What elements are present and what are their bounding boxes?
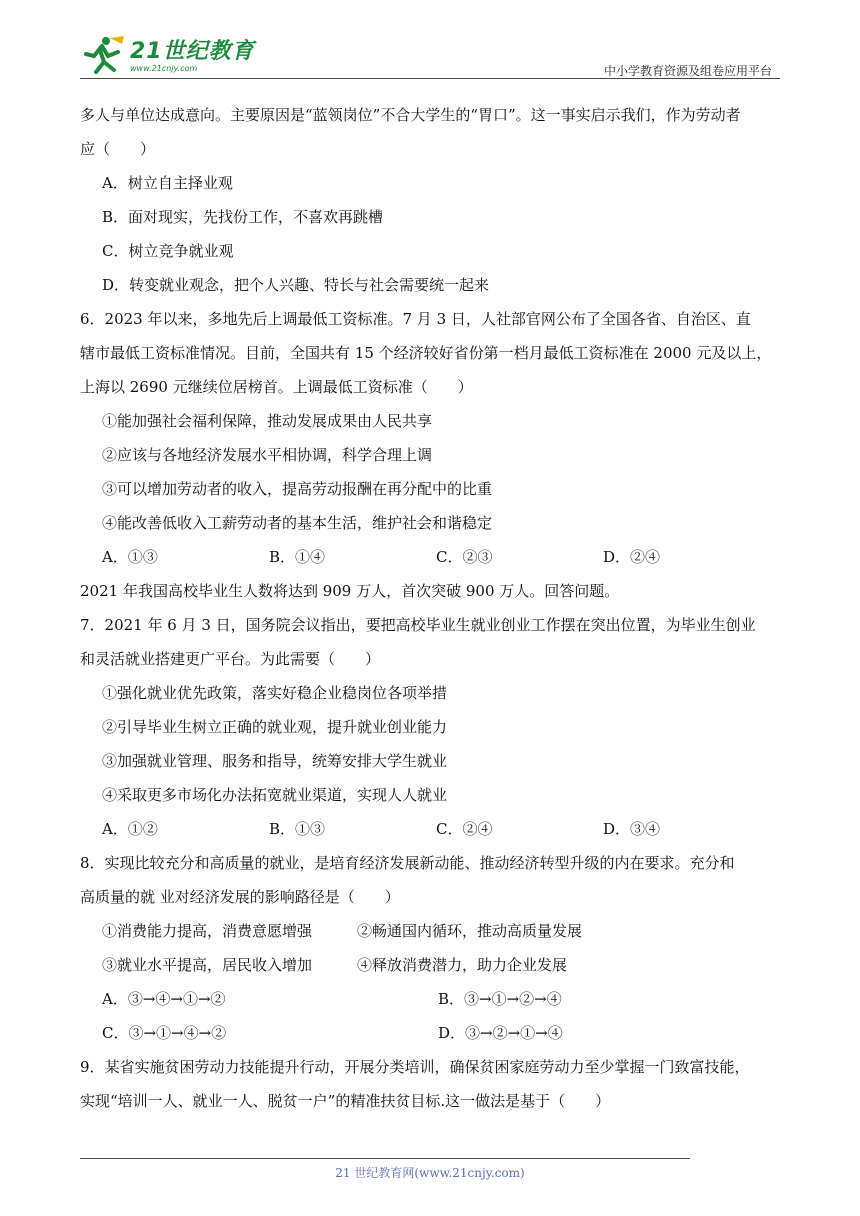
option-d: D．转变就业观念，把个人兴趣、特长与社会需要统一起来: [102, 276, 490, 294]
option-a: A．①③: [102, 548, 158, 566]
option-d: D．③④: [603, 820, 661, 838]
question-6-line: 辖市最低工资标准情况。目前，全国共有 15 个经济较好省份第一档月最低工资标准在 2000 元及以上，: [80, 344, 772, 362]
q7-item: ③加强就业管理、服务和指导，统筹安排大学生就业: [102, 752, 448, 770]
q7-item: ②引导毕业生树立正确的就业观，提升就业创业能力: [102, 718, 448, 736]
question-9-line: 9．某省实施贫困劳动力技能提升行动，开展分类培训，确保贫困家庭劳动力至少掌握一门致富技能，: [80, 1058, 750, 1076]
question-9-line: 实现“培训一人、就业一人、脱贫一户”的精准扶贫目标.这一做法是基于（ ）: [80, 1092, 611, 1110]
q8-options: [80, 1016, 780, 1050]
question-7-line: 7．2021 年 6 月 3 日，国务院会议指出，要把高校毕业生就业创业工作摆在突出位置，为毕业生创业: [80, 616, 756, 634]
question-8-line: 高质量的就 业对经济发展的影响路径是（ ）: [80, 888, 400, 906]
option-b: B．①④: [269, 548, 326, 566]
option-c: C．②③: [436, 548, 493, 566]
q6-options: [80, 540, 780, 574]
text-line: 应（ ）: [80, 140, 156, 158]
option-b: B．①③: [269, 820, 326, 838]
q8-item: ①消费能力提高，消费意愿增强 ②畅通国内循环，推动高质量发展: [102, 922, 583, 940]
option-b: B．③→①→②→④: [438, 990, 562, 1008]
platform-name: 中小学教育资源及组卷应用平台: [603, 64, 772, 78]
question-7-line: 和灵活就业搭建更广平台。为此需要（ ）: [80, 650, 381, 668]
option-d: D．③→②→①→④: [438, 1024, 563, 1042]
option-c: C．树立竞争就业观: [102, 242, 234, 260]
option-a: A．③→④→①→②: [102, 990, 226, 1008]
q8-item: ③就业水平提高，居民收入增加 ④释放消费潜力，助力企业发展: [102, 956, 568, 974]
header-divider: [80, 78, 780, 79]
q6-item: ①能加强社会福利保障，推动发展成果由人民共享: [102, 412, 433, 430]
q6-item: ②应该与各地经济发展水平相协调，科学合理上调: [102, 446, 433, 464]
logo: [80, 34, 255, 74]
q6-item: ④能改善低收入工薪劳动者的基本生活，维护社会和谐稳定: [102, 514, 493, 532]
material-intro: 2021 年我国高校毕业生人数将达到 909 万人，首次突破 900 万人。回答问题。: [80, 582, 620, 600]
option-b: B．面对现实，先找份工作，不喜欢再跳槽: [102, 208, 384, 226]
logo-url: www.21cnjy.com: [130, 64, 198, 73]
text-line: 多人与单位达成意向。主要原因是“蓝领岗位”不合大学生的“胃口”。这一事实启示我们，作为劳动者: [80, 106, 741, 124]
page-header: [80, 30, 780, 80]
running-figure-icon: [80, 34, 126, 74]
page-footer: 21 世纪教育网(www.21cnjy.com): [335, 1166, 525, 1180]
q7-item: ①强化就业优先政策，落实好稳企业稳岗位各项举措: [102, 684, 448, 702]
option-a: A．①②: [102, 820, 158, 838]
q7-item: ④采取更多市场化办法拓宽就业渠道，实现人人就业: [102, 786, 448, 804]
logo-title: 21世纪教育: [130, 39, 255, 64]
document-body: [80, 98, 780, 1118]
question-6-line: 6．2023 年以来，多地先后上调最低工资标准。7 月 3 日，人社部官网公布了全国各省、自治区、直: [80, 310, 751, 328]
option-a: A．树立自主择业观: [102, 174, 233, 192]
footer-divider: [80, 1158, 690, 1159]
option-c: C．②④: [436, 820, 493, 838]
question-8-line: 8．实现比较充分和高质量的就业，是培育经济发展新动能、推动经济转型升级的内在要求。充分和: [80, 854, 735, 872]
q6-item: ③可以增加劳动者的收入，提高劳动报酬在再分配中的比重: [102, 480, 493, 498]
q8-options: [80, 982, 780, 1016]
question-6-line: 上海以 2690 元继续位居榜首。上调最低工资标准（ ）: [80, 378, 473, 396]
q7-options: [80, 812, 780, 846]
option-d: D．②④: [603, 548, 661, 566]
option-c: C．③→①→④→②: [102, 1024, 227, 1042]
